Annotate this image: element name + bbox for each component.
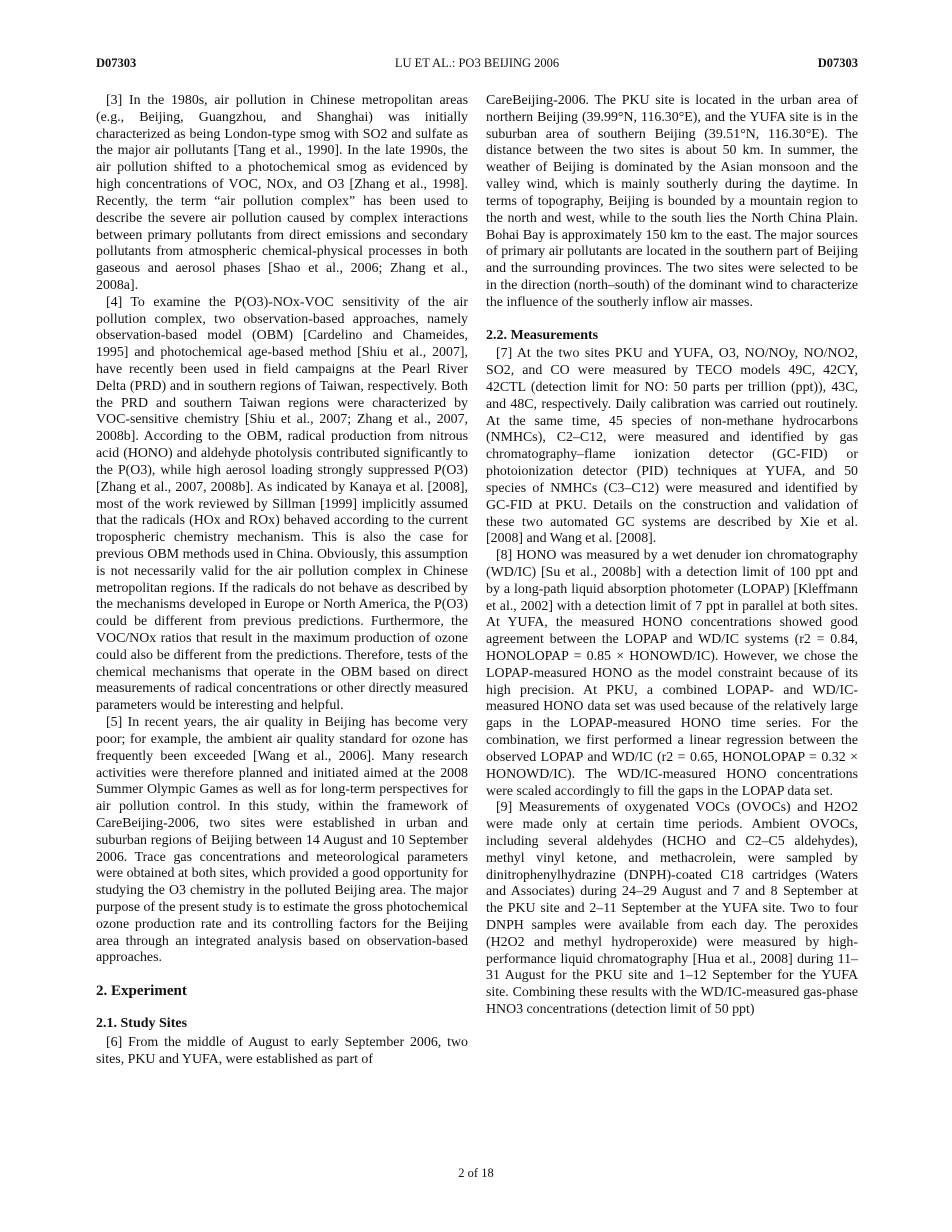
paragraph-5: [5] In recent years, the air quality in Beijing has become very poor; for example, the ambient air quality standard for ozone has frequently been exceeded [Wang et al., 2006]. Many research activities were therefore planned and initiated aimed at the 2008 Summer Olympic Games as well as for long-term perspectives for air pollution control. In this study, within the framework of CareBeijing-2006, two sites were established in urban and suburban regions of Beijing between 14 August and 10 September 2006. Trace gas concentrations and meteorological parameters were obtained at both sites, which provided a good opportunity for studying the O3 chemistry in the polluted Beijing area. The major purpose of the present study is to estimate the gross photochemical ozone production rate and its controlling factors for the Beijing area through an integrated analysis based on observation-based approaches. [96,715,468,966]
paragraph-3: [3] In the 1980s, air pollution in Chinese metropolitan areas (e.g., Beijing, Guangzhou, and Shanghai) was initially characterized as being London-type smog with SO2 and sulfate as the major air pollutants [Tang et al., 1990]. In the late 1990s, the air pollution shifted to a photochemical smog as evidenced by high concentrations of VOC, NOx, and O3 [Zhang et al., 1998]. Recently, the term “air pollution complex” has been used to describe the severe air pollution caused by complex interactions between primary pollutants from direct emissions and secondary pollutants from atmospheric chemical-physical processes in both gaseous and aerosol phases [Shao et al., 2006; Zhang et al., 2008a]. [96,93,468,293]
header-running-title: LU ET AL.: PO3 BEIJING 2006 [394,56,560,70]
paragraph-6-continued: CareBeijing-2006. The PKU site is located in the urban area of northern Beijing (39.99°N, 116.30°E), and the YUFA site is in the suburban area of southern Beijing (39.51°N, 116.30°E). The distance between the two sites is about 50 km. In summer, the weather of Beijing is dominated by the Asian monsoon and the valley wind, which is mainly southerly during the daytime. In terms of topography, Beijing is bounded by a mountain region to the north and west, while to the south lies the North China Plain. Bohai Bay is approximately 150 km to the east. The major sources of primary air pollutants are located in the southern part of Beijing and the surrounding provinces. The two sites were selected to be in the direction (north–south) of the dominant wind to characterize the influence of the southerly inflow air masses. [486,93,858,310]
paragraph-8: [8] HONO was measured by a wet denuder ion chromatography (WD/IC) [Su et al., 2008b] with a detection limit of 100 ppt and by a long-path liquid absorption photometer (LOPAP) [Kleffmann et al., 2002] with a detection limit of 7 ppt in parallel at both sites. At YUFA, the measured HONO concentrations showed good agreement between the LOPAP and WD/IC systems (r2 = 0.84, HONOLOPAP = 0.85 × HONOWD/IC). However, we chose the LOPAP-measured HONO as the model constraint because of its high precision. At PKU, a combined LOPAP- and WD/IC-measured HONO data set was used because of the relatively large gaps in the LOPAP-measured HONO time series. For the combination, we first performed a linear regression between the observed LOPAP and WD/IC (r2 = 0.65, HONOLOPAP = 0.32 × HONOWD/IC). The WD/IC-measured HONO concentrations were scaled accordingly to fill the gaps in the LOPAP data set. [486,548,858,799]
header-article-code-left: D07303 [96,56,137,70]
left-column [96,93,468,1069]
paragraph-6-start: [6] From the middle of August to early September 2006, two sites, PKU and YUFA, were established as part of [96,1034,468,1067]
running-header [96,56,858,74]
subsection-heading-study-sites: 2.1. Study Sites [96,1016,188,1032]
paragraph-4: [4] To examine the P(O3)-NOx-VOC sensitivity of the air pollution complex, two observation-based approaches, namely observation-based model (OBM) [Cardelino and Chameides, 1995] and photochemical age-based method [Shiu et al., 2007], have recently been used in field campaigns at the Pearl River Delta (PRD) and in southern regions of Taiwan, respectively. Both the PRD and southern Taiwan regions were characterized by VOC-sensitive chemistry [Shiu et al., 2007; Zhang et al., 2007, 2008b]. According to the OBM, radical production from nitrous acid (HONO) and aldehyde photolysis contributed significantly to the P(O3), while high aerosol loading strongly suppressed P(O3) [Zhang et al., 2007, 2008b]. As indicated by Kanaya et al. [2008], most of the work reviewed by Sillman [1999] implicitly assumed that the radicals (HOx and ROx) behaved according to the current tropospheric chemistry mechanism. This is also the case for previous OBM methods used in China. Obviously, this assumption is not necessarily valid for the air pollution complex in Chinese metropolitan regions. If the radicals do not behave as described by the mechanisms developed in Europe or North America, the P(O3) could be different from previous predictions. Furthermore, the VOC/NOx ratios that result in the maximum production of ozone could also be different from the predictions. Therefore, tests of the chemical mechanisms that operate in the OBM based on direct measurements of radical concentrations or other directly measured parameters would be interesting and helpful. [96,294,468,714]
header-article-code-right: D07303 [817,56,858,70]
paragraph-7: [7] At the two sites PKU and YUFA, O3, NO/NOy, NO/NO2, SO2, and CO were measured by TECO models 49C, 42CY, 42CTL (detection limit for NO: 50 parts per trillion (ppt)), 43C, and 48C, respectively. Daily calibration was carried out routinely. At the same time, 45 species of non-methane hydrocarbons (NMHCs), C2–C12, were measured and identified by gas chromatography–flame ionization detector (GC-FID) or photoionization detector (PID) techniques at YUFA, and 50 species of NMHCs (C3–C12) were measured and identified by GC-FID at PKU. Details on the construction and validation of these two automated GC systems are described by Xie et al. [2008] and Wang et al. [2008]. [486,346,858,547]
subsection-heading-measurements: 2.2. Measurements [486,327,599,343]
right-column [486,93,858,1019]
page-footer: 2 of 18 [458,1166,494,1180]
section-heading-experiment: 2. Experiment [96,983,187,1000]
paragraph-9: [9] Measurements of oxygenated VOCs (OVOCs) and H2O2 were made only at certain time periods. Ambient OVOCs, including several aldehydes (HCHO and C2–C5 aldehydes), methyl vinyl ketone, and methacrolein, were sampled by dinitrophenylhydrazine (DNPH)-coated C18 cartridges (Waters and Associates) during 24–29 August and 7 and 8 September at the PKU site and 2–11 September at the YUFA site. Two to four DNPH samples were available from each day. The peroxides (H2O2 and methyl hydroperoxide) were measured by high-performance liquid chromatography [Hua et al., 2008] during 11–31 August for the PKU site and 1–12 September for the YUFA site. Combining these results with the WD/IC-measured gas-phase HNO3 concentrations (detection limit of 50 ppt) [486,800,858,1018]
